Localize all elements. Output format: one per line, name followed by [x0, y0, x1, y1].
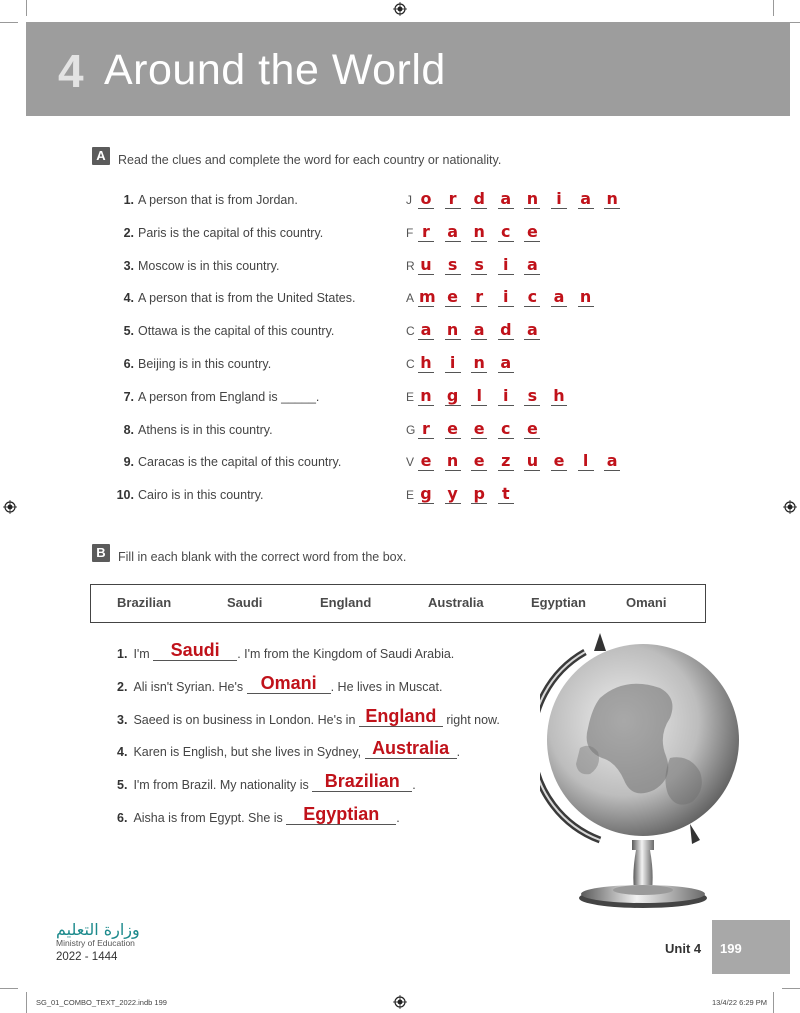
first-letter: E — [406, 389, 415, 404]
globe-illustration — [540, 628, 746, 918]
letter-slot[interactable]: r — [419, 421, 433, 437]
clue-text — [110, 390, 319, 404]
first-letter: G — [406, 422, 416, 437]
letter-slot[interactable]: a — [420, 320, 432, 340]
first-letter: R — [406, 258, 415, 273]
first-letter: J — [406, 193, 412, 207]
clue-text — [110, 193, 298, 207]
fill-in-sentence — [117, 804, 400, 825]
word-box-item: Brazilian — [117, 595, 172, 610]
letter-slot[interactable]: s — [472, 257, 486, 273]
letter-slot[interactable]: l — [579, 453, 593, 469]
letter-slot[interactable]: n — [446, 451, 459, 471]
letter-slot[interactable]: r — [446, 191, 460, 207]
sentence-start: Saeed is on business in London. He's in — [133, 712, 359, 727]
word-box-item: Omani — [626, 595, 667, 610]
registration-mark-icon — [3, 500, 17, 514]
letter-slot[interactable]: n — [606, 189, 618, 208]
letter-slot[interactable]: c — [525, 289, 539, 305]
item-number: 8. — [123, 422, 134, 437]
answer-blank[interactable] — [286, 804, 396, 825]
letter-slot[interactable]: u — [420, 254, 432, 274]
letter-slot[interactable]: a — [526, 320, 538, 340]
clue-text — [110, 488, 264, 502]
registration-mark-icon — [783, 500, 797, 514]
sentence-end: . — [396, 811, 400, 825]
fill-in-sentence — [117, 640, 455, 661]
word-box — [90, 584, 706, 623]
letter-slot[interactable]: n — [579, 287, 592, 307]
clue-text — [110, 423, 273, 437]
section-a-instruction: Read the clues and complete the word for each country or nationality. — [118, 153, 502, 167]
letter-slot[interactable]: h — [553, 385, 565, 405]
letter-slot[interactable]: d — [500, 320, 512, 340]
letter-slot[interactable]: e — [420, 451, 432, 471]
ministry-logo-arabic: وزارة التعليم — [56, 920, 140, 939]
answer-blank[interactable] — [312, 771, 412, 792]
answer-text: Egyptian — [303, 804, 380, 824]
sentence-start: Aisha is from Egypt. She is — [133, 811, 287, 825]
first-letter: C — [406, 324, 415, 339]
letter-slot[interactable]: t — [499, 486, 513, 502]
fill-in-sentence — [117, 705, 500, 727]
answer-text: Brazilian — [324, 771, 400, 792]
letter-slot[interactable]: e — [447, 418, 459, 438]
item-number: 7. — [123, 389, 134, 404]
registration-mark-icon — [393, 2, 407, 16]
item-number: 1. — [117, 647, 128, 661]
answer-text: Australia — [372, 738, 450, 759]
print-date: 13/4/22 6:29 PM — [712, 998, 768, 1007]
item-number: 5. — [117, 778, 128, 793]
crop-mark — [0, 988, 18, 989]
page-title: Around the World — [104, 46, 446, 94]
letter-slot[interactable]: g — [446, 385, 459, 405]
sentence-start: I'm — [133, 647, 154, 661]
answer-text: Omani — [260, 672, 317, 693]
letter-slot[interactable]: s — [446, 257, 460, 273]
letter-slot[interactable]: a — [553, 287, 565, 307]
answer-blank[interactable] — [359, 705, 443, 727]
crop-mark — [773, 992, 774, 1013]
letter-slot[interactable]: n — [473, 353, 485, 372]
letter-slot[interactable]: e — [526, 418, 538, 438]
clue-label: Caracas is the capital of this country. — [138, 455, 342, 470]
letter-slot[interactable]: i — [446, 355, 460, 371]
crop-mark — [773, 0, 774, 16]
fill-in-sentence — [117, 771, 416, 793]
clue-label: Cairo is in this country. — [138, 488, 264, 503]
print-file-slug: SG_01_COMBO_TEXT_2022.indb 199 — [36, 998, 167, 1007]
letter-slot[interactable]: s — [525, 388, 539, 404]
clue-text — [110, 357, 271, 371]
item-number: 4. — [117, 745, 128, 760]
section-a-badge: A — [92, 147, 110, 165]
first-letter: C — [406, 357, 415, 371]
answer-blank[interactable] — [153, 640, 237, 661]
crop-mark — [26, 992, 27, 1013]
letter-slot[interactable]: a — [606, 451, 618, 471]
first-letter: F — [406, 225, 414, 240]
clue-label: Athens is in this country. — [138, 422, 273, 437]
letter-slot[interactable]: n — [473, 221, 485, 241]
clue-label: Ottawa is the capital of this country. — [138, 324, 335, 339]
letter-slot[interactable]: a — [500, 353, 512, 372]
letter-slot[interactable]: e — [473, 451, 485, 471]
clue-label: A person that is from the United States. — [138, 291, 356, 306]
answer-blank[interactable] — [365, 738, 457, 759]
letter-slot[interactable]: l — [472, 388, 486, 404]
clue-label: Beijing is in this country. — [138, 357, 272, 371]
first-letter: E — [406, 488, 415, 503]
letter-slot[interactable]: o — [420, 189, 432, 208]
answer-text: Saudi — [170, 640, 220, 660]
letter-slot[interactable]: c — [499, 421, 513, 437]
clue-text — [110, 291, 355, 305]
item-number: 5. — [123, 324, 134, 339]
letter-slot[interactable]: g — [420, 484, 432, 504]
letter-slot[interactable]: u — [526, 451, 539, 471]
sentence-end: . — [412, 778, 416, 793]
letter-slot[interactable]: e — [447, 287, 459, 307]
sentence-end: . — [456, 745, 461, 760]
item-number: 2. — [117, 679, 128, 694]
letter-slot[interactable]: i — [499, 257, 513, 273]
clue-text — [110, 259, 279, 273]
section-b-instruction: Fill in each blank with the correct word from the box. — [118, 550, 407, 564]
registration-mark-icon — [393, 995, 407, 1009]
page-number: 199 — [720, 941, 742, 956]
word-box-item: Egyptian — [531, 595, 586, 610]
letter-slot[interactable]: i — [552, 191, 566, 207]
ministry-name: Ministry of Education — [56, 938, 135, 948]
letter-slot[interactable]: a — [500, 189, 512, 208]
letter-slot[interactable]: d — [473, 189, 485, 208]
sentence-start: I'm from Brazil. My nationality is — [133, 778, 313, 793]
fill-in-sentence — [117, 672, 443, 694]
letter-slot[interactable]: e — [526, 221, 538, 241]
item-number: 6. — [123, 357, 134, 371]
section-b-badge: B — [92, 544, 110, 562]
item-number: 2. — [123, 225, 134, 240]
first-letter: V — [406, 455, 415, 470]
crop-mark — [0, 22, 18, 23]
crop-mark — [782, 988, 800, 989]
word-box-item: England — [320, 595, 372, 610]
item-number: 4. — [123, 291, 134, 306]
letter-slot[interactable]: a — [447, 221, 458, 241]
letter-slot[interactable]: z — [499, 453, 513, 469]
answer-text: England — [365, 705, 437, 726]
sentence-end: right now. — [442, 712, 500, 727]
crop-mark — [26, 0, 27, 16]
clue-text — [110, 324, 334, 338]
letter-slot[interactable]: n — [446, 320, 459, 340]
item-number: 9. — [123, 455, 134, 470]
item-number: 3. — [117, 712, 128, 727]
clue-label: A person from England is _____. — [138, 389, 320, 404]
sentence-end: . I'm from the Kingdom of Saudi Arabia. — [237, 647, 455, 661]
item-number: 1. — [123, 193, 134, 207]
unit-header — [26, 22, 790, 116]
sentence-start: Karen is English, but she lives in Sydney, — [133, 745, 365, 760]
unit-number: 4 — [58, 45, 84, 97]
unit-label: Unit 4 — [665, 941, 702, 956]
letter-slot[interactable]: m — [419, 287, 436, 307]
sentence-end: . He lives in Muscat. — [330, 679, 443, 694]
letter-slot[interactable]: n — [420, 385, 432, 405]
fill-in-sentence — [117, 738, 461, 760]
letter-slot[interactable]: c — [499, 224, 513, 240]
letter-slot[interactable]: i — [499, 289, 513, 305]
letter-slot[interactable]: r — [419, 224, 433, 240]
item-number: 6. — [117, 811, 128, 825]
word-box-item: Saudi — [227, 595, 263, 610]
letter-slot[interactable]: h — [420, 353, 432, 372]
year-label: 2022 - 1444 — [56, 951, 118, 963]
sentence-start: Ali isn't Syrian. He's — [133, 679, 247, 694]
letter-slot[interactable]: r — [472, 289, 486, 305]
letter-slot[interactable]: p — [473, 484, 485, 504]
letter-slot[interactable]: y — [447, 484, 458, 504]
letter-slot[interactable]: e — [473, 418, 485, 438]
item-number: 10. — [116, 488, 134, 503]
letter-slot[interactable]: e — [553, 451, 565, 471]
clue-text — [110, 226, 323, 240]
letter-slot[interactable]: i — [499, 388, 513, 404]
letter-slot[interactable]: a — [526, 254, 538, 274]
item-number: 3. — [123, 258, 134, 273]
word-box-item: Australia — [428, 595, 484, 610]
clue-text — [110, 455, 341, 469]
clue-label: A person that is from Jordan. — [138, 193, 298, 207]
clue-label: Moscow is in this country. — [138, 258, 280, 273]
answer-blank[interactable] — [247, 672, 331, 694]
letter-slot[interactable]: a — [473, 320, 485, 340]
letter-slot[interactable]: a — [580, 189, 591, 208]
first-letter: A — [406, 291, 415, 306]
clue-label: Paris is the capital of this country. — [138, 225, 324, 240]
letter-slot[interactable]: n — [526, 189, 539, 208]
